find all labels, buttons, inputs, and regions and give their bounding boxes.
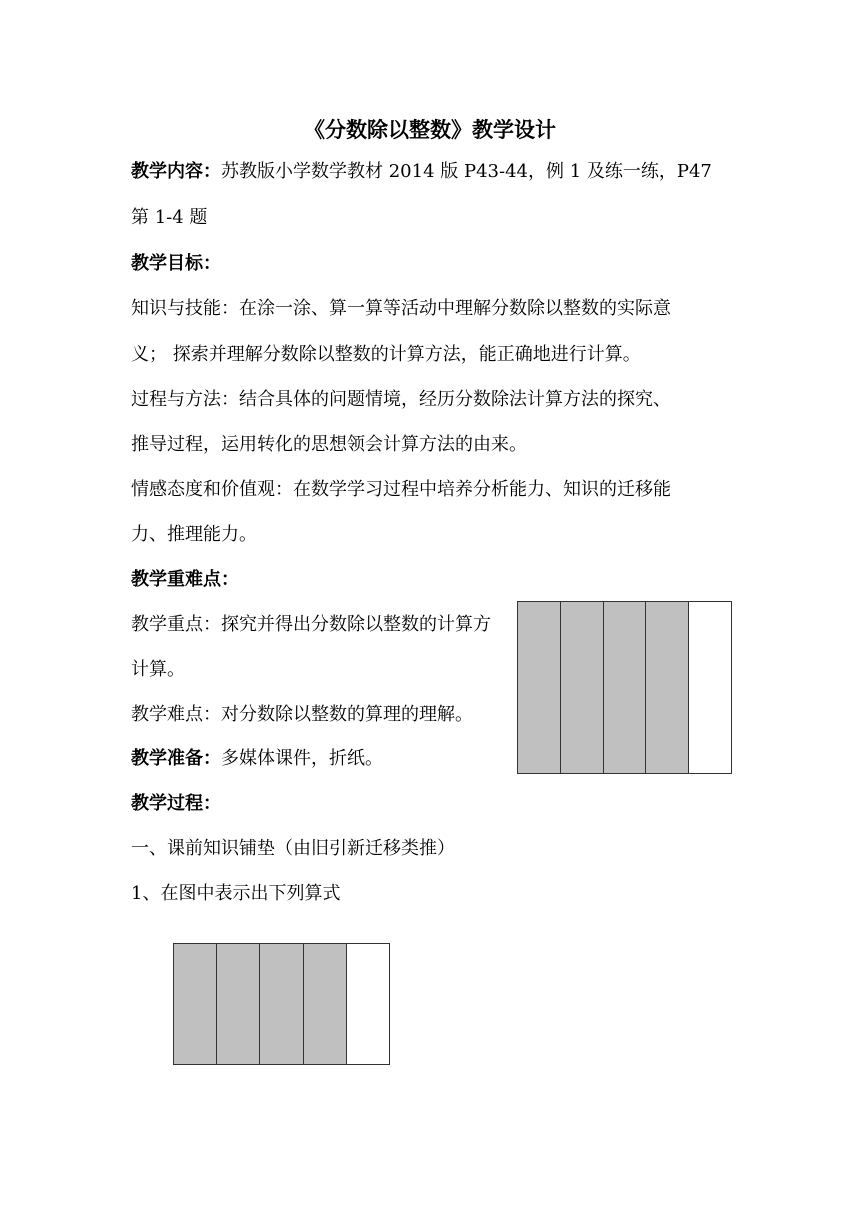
difficulty-line: 教学难点：对分数除以整数的算理的理解。 [131,704,473,725]
goal-attitude-line-1: 情感态度和价值观：在数学学习过程中培养分析能力、知识的迁移能 [131,479,671,500]
goal-process-line-2: 推导过程，运用转化的思想领会计算方法的由来。 [131,434,527,455]
prep-line [131,747,383,771]
key-point-line-2: 计算。 [131,659,185,680]
keypoints-heading: 教学重难点： [131,569,239,590]
prep-text: 多媒体课件，折纸。 [221,748,383,769]
shaded-part [561,602,604,773]
shaded-part [304,944,347,1064]
content-label: 教学内容： [131,161,221,182]
document-title: 《分数除以整数》教学设计 [304,117,556,142]
shaded-part [260,944,303,1064]
goal-attitude-line-2: 力、推理能力。 [131,524,257,545]
prep-label: 教学准备： [131,748,221,769]
section-1-heading: 一、课前知识铺垫（由旧引新迁移类推） [131,838,455,859]
content-line-2: 第 1-4 题 [131,207,208,228]
unshaded-part [347,944,389,1064]
content-line-1 [131,160,712,184]
fraction-figure-bottom [173,943,390,1065]
shaded-part [217,944,260,1064]
item-1-text: 1、在图中表示出下列算式 [131,883,341,904]
shaded-part [604,602,647,773]
goals-heading: 教学目标： [131,253,221,274]
goal-knowledge-line-1: 知识与技能：在涂一涂、算一算等活动中理解分数除以整数的实际意 [131,298,671,319]
fraction-figure-top [517,601,732,774]
shaded-part [518,602,561,773]
key-point-line-1: 教学重点：探究并得出分数除以整数的计算方 [131,614,491,635]
content-text-1: 苏教版小学数学教材 2014 版 P43-44，例 1 及练一练，P47 [221,161,712,182]
goal-knowledge-line-2: 义； 探索并理解分数除以整数的计算方法，能正确地进行计算。 [131,344,641,365]
shaded-part [174,944,217,1064]
goal-process-line-1: 过程与方法：结合具体的问题情境，经历分数除法计算方法的探究、 [131,389,671,410]
unshaded-part [689,602,731,773]
process-heading: 教学过程： [131,793,221,814]
shaded-part [646,602,689,773]
